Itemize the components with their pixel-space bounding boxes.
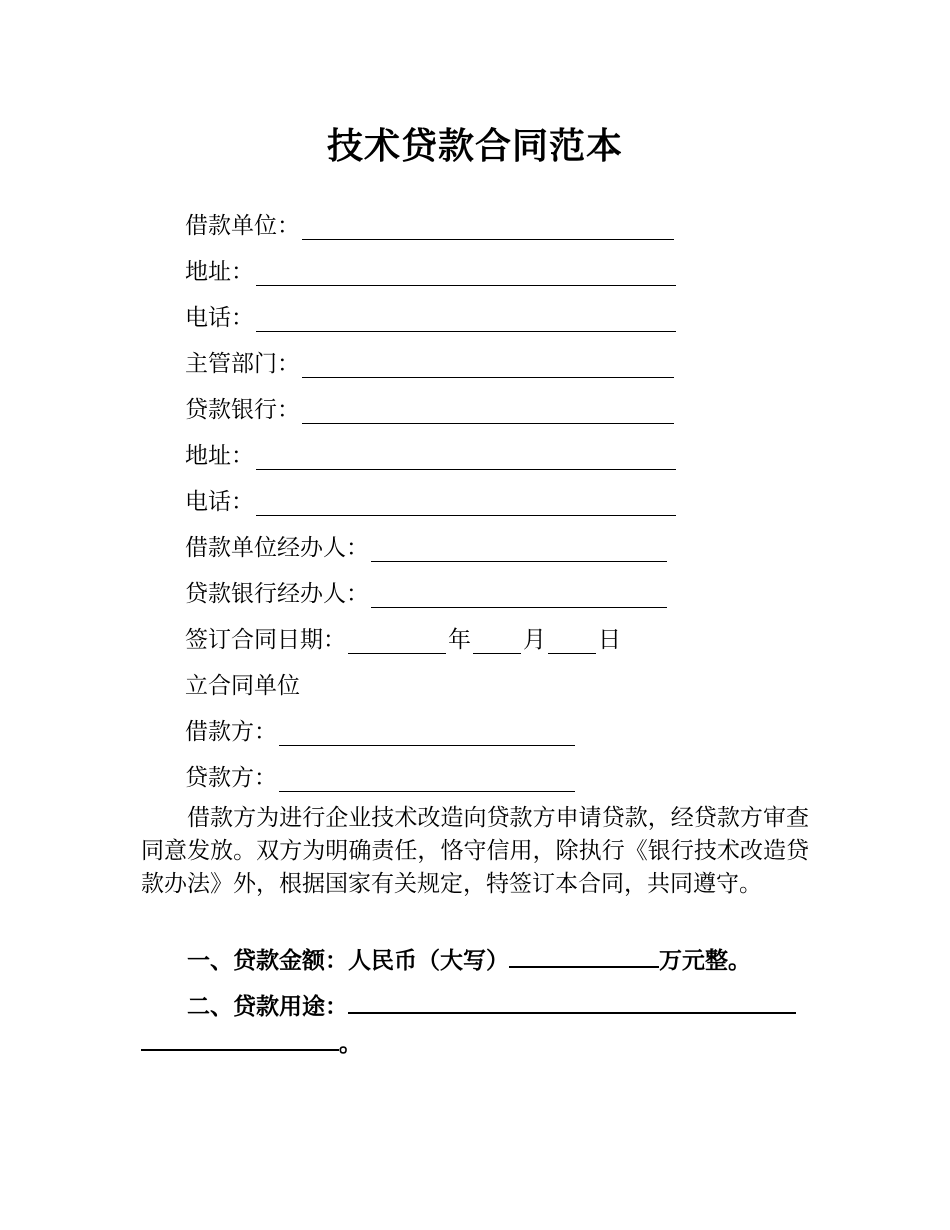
contract-fields bbox=[185, 203, 685, 801]
purpose-blank-line-2[interactable] bbox=[141, 1025, 339, 1051]
clause-1-suffix: 万元整。 bbox=[659, 947, 751, 974]
fill-line[interactable] bbox=[256, 259, 676, 286]
fill-line[interactable] bbox=[371, 535, 667, 562]
field-borrower-unit bbox=[185, 203, 685, 249]
day-blank[interactable] bbox=[548, 627, 596, 654]
field-supervising-dept bbox=[185, 341, 685, 387]
field-label: 借款单位经办人： bbox=[185, 535, 369, 561]
clause-2-prefix: 二、贷款用途： bbox=[187, 993, 348, 1020]
year-label: 年 bbox=[448, 627, 471, 653]
fill-line[interactable] bbox=[302, 213, 674, 240]
day-label: 日 bbox=[598, 627, 621, 653]
month-blank[interactable] bbox=[473, 627, 521, 654]
clause-loan-amount bbox=[141, 942, 809, 975]
field-label: 电话： bbox=[185, 305, 254, 331]
parties-heading bbox=[185, 663, 685, 709]
fill-line[interactable] bbox=[371, 581, 667, 608]
field-label: 签订合同日期： bbox=[185, 627, 346, 653]
fill-line[interactable] bbox=[256, 489, 676, 516]
field-sign-date bbox=[185, 617, 685, 663]
field-borrower-phone bbox=[185, 295, 685, 341]
field-lender-party bbox=[185, 755, 685, 801]
fill-line[interactable] bbox=[256, 443, 676, 470]
intro-paragraph: 借款方为进行企业技术改造向贷款方申请贷款，经贷款方审查同意发放。双方为明确责任，恪守信用，除执行《银行技术改造贷款办法》外，根据国家有关规定，特签订本合同，共同遵守。 bbox=[141, 805, 809, 897]
year-blank[interactable] bbox=[348, 627, 446, 654]
clause-2-suffix: 。 bbox=[339, 1030, 362, 1057]
fill-line[interactable] bbox=[256, 305, 676, 332]
field-borrower-party bbox=[185, 709, 685, 755]
field-bank-address bbox=[185, 433, 685, 479]
fill-line[interactable] bbox=[279, 765, 575, 792]
parties-heading-text: 立合同单位 bbox=[185, 673, 300, 699]
field-label: 地址： bbox=[185, 259, 254, 285]
amount-blank[interactable] bbox=[509, 942, 659, 968]
month-label: 月 bbox=[523, 627, 546, 653]
fill-line[interactable] bbox=[279, 719, 575, 746]
field-label: 电话： bbox=[185, 489, 254, 515]
field-label: 借款单位： bbox=[185, 213, 300, 239]
field-label: 借款方： bbox=[185, 719, 277, 745]
field-borrower-agent bbox=[185, 525, 685, 571]
field-label: 地址： bbox=[185, 443, 254, 469]
purpose-blank-line-1[interactable] bbox=[348, 988, 796, 1014]
document-title: 技术贷款合同范本 bbox=[326, 125, 623, 167]
clause-loan-purpose bbox=[141, 988, 809, 1062]
fill-line[interactable] bbox=[302, 397, 674, 424]
field-lending-bank bbox=[185, 387, 685, 433]
field-bank-phone bbox=[185, 479, 685, 525]
fill-line[interactable] bbox=[302, 351, 674, 378]
field-label: 贷款银行： bbox=[185, 397, 300, 423]
field-label: 贷款方： bbox=[185, 765, 277, 791]
clause-1-prefix: 一、贷款金额：人民币（大写） bbox=[187, 947, 509, 974]
field-borrower-address bbox=[185, 249, 685, 295]
field-bank-agent bbox=[185, 571, 685, 617]
field-label: 贷款银行经办人： bbox=[185, 581, 369, 607]
field-label: 主管部门： bbox=[185, 351, 300, 377]
